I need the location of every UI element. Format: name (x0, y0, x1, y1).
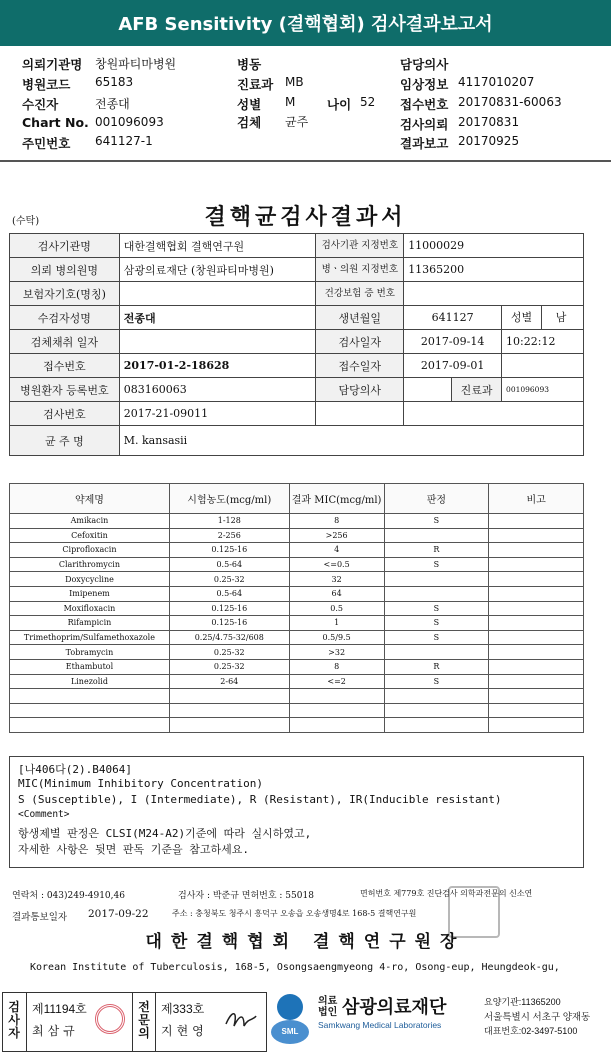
inst-value: 대한결핵협회 결핵연구원 (119, 234, 316, 258)
mic-result: >32 (289, 645, 384, 660)
specialist-divider (155, 992, 156, 1052)
org-name: 삼광의료재단 (342, 997, 447, 1017)
rrn-value: 641127-1 (95, 134, 153, 148)
rrn-label: 주민번호 (22, 136, 71, 151)
dob-value: 641127 (404, 306, 502, 330)
drug-row (10, 572, 584, 587)
note (489, 630, 584, 645)
req-hosp-label: 의뢰 병의원명 (10, 258, 120, 282)
drug-name: Amikacin (10, 514, 170, 529)
hospcode-label: 병원코드 (22, 77, 71, 92)
req-code-label: 병ㆍ의원 지정번호 (316, 258, 404, 282)
col-conc: 시험농도(mcg/ml) (169, 484, 289, 514)
drug-name: Linezolid (10, 674, 170, 689)
report-value: 20170925 (458, 134, 520, 148)
interpretation: S (384, 674, 489, 689)
notice-date: 2017-09-22 (88, 908, 149, 920)
specialist-name: 지현영 (161, 1024, 208, 1038)
dob-label: 생년월일 (316, 306, 404, 330)
col-note: 비고 (489, 484, 584, 514)
test-range: 0.125-16 (169, 616, 289, 631)
dept-value: MB (285, 75, 304, 89)
drug-name (10, 718, 170, 733)
drug-name: Trimethoprim/Sulfamethoxazole (10, 630, 170, 645)
mic-result: 0.5 (289, 601, 384, 616)
drug-row (10, 528, 584, 543)
drug-row (10, 645, 584, 660)
note (489, 514, 584, 529)
rec-no-value: 2017-01-2-18628 (119, 354, 316, 378)
mic-result (289, 689, 384, 704)
age-label: 나이 (327, 97, 352, 112)
col-mic: 결과 MIC(mcg/ml) (289, 484, 384, 514)
drug-table-body (10, 514, 584, 733)
hospital-label: 의뢰기관명 (22, 57, 83, 72)
rec-no-label: 접수번호 (10, 354, 120, 378)
test-no-extra (316, 402, 404, 426)
note (489, 572, 584, 587)
note (489, 645, 584, 660)
ins-num-value (404, 282, 584, 306)
note (489, 528, 584, 543)
interpretation: S (384, 616, 489, 631)
mic-result: 64 (289, 586, 384, 601)
report-suffix: (수탁) (12, 216, 40, 227)
drug-name: Moxifloxacin (10, 601, 170, 616)
interpretation: R (384, 659, 489, 674)
examiner-license-no: 제11194호 (32, 1002, 87, 1016)
reg-no-label: 병원환자 등록번호 (10, 378, 120, 402)
mic-result (289, 718, 384, 733)
sex-value-cell: 남 (555, 311, 567, 324)
phys-value (404, 378, 452, 402)
drug-name: Rifampicin (10, 616, 170, 631)
drug-name: Imipenem (10, 586, 170, 601)
mic-result: 0.5/9.5 (289, 630, 384, 645)
org-prefix: 의료법인 (318, 996, 338, 1018)
clinical-label: 임상정보 (400, 77, 449, 92)
dept-cell-label: 진료과 (452, 378, 502, 402)
specialist-vertical-label: 전문의 (138, 1000, 150, 1040)
examiner-seal-icon (95, 1004, 125, 1034)
interpretation (384, 572, 489, 587)
drug-row (10, 659, 584, 674)
sex-label-cell: 성별 (502, 306, 542, 329)
interpretation: S (384, 557, 489, 572)
inst-code-value: 11000029 (404, 234, 584, 258)
drug-row (10, 616, 584, 631)
note (489, 616, 584, 631)
mic-result: 8 (289, 659, 384, 674)
mic-result: <=2 (289, 674, 384, 689)
test-date-label: 검사일자 (316, 330, 404, 354)
name-value: 전종대 (119, 306, 316, 330)
req-code-value: 11365200 (404, 258, 584, 282)
interpretation (384, 645, 489, 660)
chart-label: Chart No. (22, 115, 89, 130)
rec-extra-value (502, 354, 584, 378)
test-no-value: 2017-21-09011 (119, 402, 316, 426)
test-range: 0.25-32 (169, 659, 289, 674)
hospcode-value: 65183 (95, 75, 134, 89)
interpretation (384, 586, 489, 601)
note (489, 689, 584, 704)
hospital-value: 창원파티마병원 (95, 57, 177, 71)
drug-name (10, 689, 170, 704)
mic-result: 32 (289, 572, 384, 587)
drug-name: Cefoxitin (10, 528, 170, 543)
note (489, 674, 584, 689)
org-address-line: 서울특별시 서초구 양재동 (484, 1012, 591, 1023)
patient-label: 수진자 (22, 97, 59, 112)
mic-result: 8 (289, 514, 384, 529)
comment-line4: 자세한 사항은 뒷면 판독 기준을 참고하세요. (18, 843, 250, 856)
comment-code: [나406다(2).B4064] (18, 763, 132, 776)
specialist-left-border (132, 992, 133, 1052)
mic-result: 1 (289, 616, 384, 631)
report-header (0, 0, 611, 46)
test-range (169, 718, 289, 733)
sml-logo-icon (271, 992, 311, 1048)
recno-label: 접수번호 (400, 97, 449, 112)
col-interp: 판정 (384, 484, 489, 514)
test-range: 2-64 (169, 674, 289, 689)
drug-name: Ethambutol (10, 659, 170, 674)
inst-code-label: 검사기관 지정번호 (316, 234, 404, 258)
comment-line3: 항생제별 판정은 CLSI(M24-A2)기준에 따라 실시하였고, (18, 827, 312, 840)
coll-date-label: 검체채취 일자 (10, 330, 120, 354)
examiner-text: 검사자 : 박준규 면허번호 : 55018 (178, 891, 314, 901)
req-hosp-value: 삼광의료재단 (창원파티마병원) (119, 258, 316, 282)
drug-row (10, 689, 584, 704)
test-range: 0.25-32 (169, 645, 289, 660)
report-label: 결과보고 (400, 136, 449, 151)
test-range: 0.5-64 (169, 586, 289, 601)
comment-box (9, 756, 584, 868)
ward-label: 병동 (237, 57, 262, 72)
reg-no-value: 083160063 (119, 378, 316, 402)
org-phone-line: 대표번호:02-3497-5100 (484, 1026, 578, 1036)
note (489, 557, 584, 572)
specimen-value: 균주 (285, 115, 309, 129)
test-range (169, 689, 289, 704)
institute-name: 대한결핵협회 결핵연구원장 (145, 932, 466, 952)
drug-row (10, 674, 584, 689)
col-drug: 약제명 (10, 484, 170, 514)
dept-cell-value: 001096093 (502, 378, 584, 402)
report-title: 결핵균검사결과서 (204, 204, 407, 230)
examiner-vertical-label: 검사자 (8, 1000, 20, 1040)
interpretation: S (384, 630, 489, 645)
interpretation: R (384, 543, 489, 558)
summary-block (0, 50, 611, 162)
examiner-name: 최삼규 (32, 1024, 79, 1038)
drug-name: Tobramycin (10, 645, 170, 660)
test-range: 0.25/4.75-32/608 (169, 630, 289, 645)
rec-date-label: 접수일자 (316, 354, 404, 378)
chart-value: 001096093 (95, 115, 164, 129)
signature-strip (0, 988, 611, 1055)
report-header-title: AFB Sensitivity (결핵협회) 검사결과보고서 (118, 14, 493, 35)
license-text: 면허번호 제779호 진단검사 의학과전문의 신소연 (360, 889, 533, 898)
test-date-value: 2017-09-14 (404, 330, 502, 354)
org-code-line: 요양기관:11365200 (484, 997, 561, 1007)
mic-result: <=0.5 (289, 557, 384, 572)
organism-label: 균 주 명 (10, 426, 120, 456)
test-range (169, 703, 289, 718)
sml-logo-text: SML (271, 1020, 309, 1044)
ins-num-label: 건강보험 증 번호 (316, 282, 404, 306)
test-no-extra2 (404, 402, 584, 426)
mic-result: 4 (289, 543, 384, 558)
test-range: 2-256 (169, 528, 289, 543)
recno-value: 20170831-60063 (458, 95, 562, 109)
coll-date-value (119, 330, 316, 354)
drug-name: Clarithromycin (10, 557, 170, 572)
organism-value: M. kansasii (119, 426, 583, 456)
interpretation: S (384, 601, 489, 616)
drug-row (10, 601, 584, 616)
dept-label: 진료과 (237, 77, 274, 92)
test-range: 0.5-64 (169, 557, 289, 572)
comment-line1: MIC(Minimum Inhibitory Concentration) (18, 777, 264, 790)
inst-label: 검사기관명 (10, 234, 120, 258)
specimen-label: 검체 (237, 115, 262, 130)
address-text: 주소 : 충청북도 청주시 흥덕구 오송읍 오송생명4로 168-5 결핵연구원 (172, 909, 417, 918)
contact-text: 연락처 : 043)249-4910,46 (12, 891, 125, 901)
interpretation: S (384, 514, 489, 529)
req-value: 20170831 (458, 115, 520, 129)
comment-line2: S (Susceptible), I (Intermediate), R (Resistant), IR(Inducible resistant) (18, 793, 502, 806)
drug-name: Doxycycline (10, 572, 170, 587)
clinical-value: 4117010207 (458, 75, 535, 89)
org-english-name: Samkwang Medical Laboratories (318, 1020, 442, 1030)
phys-label: 담당의사 (316, 378, 404, 402)
note (489, 703, 584, 718)
sex-label: 성별 (237, 97, 262, 112)
comment-label: <Comment> (18, 809, 70, 820)
drug-name: Ciprofloxacin (10, 543, 170, 558)
note (489, 543, 584, 558)
drug-row (10, 718, 584, 733)
examiner-divider (26, 992, 27, 1052)
test-range: 0.125-16 (169, 601, 289, 616)
drug-row (10, 703, 584, 718)
test-range: 0.125-16 (169, 543, 289, 558)
note (489, 586, 584, 601)
drug-name (10, 703, 170, 718)
patient-value: 전종대 (95, 97, 130, 111)
interpretation (384, 718, 489, 733)
scanned-report (0, 168, 611, 988)
test-range: 0.25-32 (169, 572, 289, 587)
insurer-label: 보험자기호(명칭) (10, 282, 120, 306)
drug-row (10, 514, 584, 529)
note (489, 659, 584, 674)
drug-row (10, 586, 584, 601)
name-label: 수검자성명 (10, 306, 120, 330)
test-no-label: 검사번호 (10, 402, 120, 426)
doctor-label: 담당의사 (400, 57, 449, 72)
sex-value: M (285, 95, 296, 109)
drug-susceptibility-table (9, 483, 584, 733)
insurer-value (119, 282, 316, 306)
specialist-license-no: 제333호 (161, 1002, 205, 1016)
note (489, 718, 584, 733)
interpretation (384, 528, 489, 543)
drug-row (10, 630, 584, 645)
interpretation (384, 703, 489, 718)
english-address: Korean Institute of Tuberculosis, 168-5, Osongsaengmyeong 4-ro, Osong-eup, Heungdeok-gu, (30, 962, 560, 973)
test-range: 1-128 (169, 514, 289, 529)
rec-date-value: 2017-09-01 (404, 354, 502, 378)
mic-result (289, 703, 384, 718)
notice-label: 결과통보일자 (12, 912, 68, 923)
req-label: 검사의뢰 (400, 117, 449, 132)
specialist-signature-icon (222, 1006, 260, 1032)
test-time-value: 10:22:12 (502, 330, 584, 354)
interpretation (384, 689, 489, 704)
patient-info-table (9, 233, 584, 456)
note (489, 601, 584, 616)
drug-row (10, 543, 584, 558)
mic-result: >256 (289, 528, 384, 543)
age-value: 52 (360, 95, 376, 109)
drug-row (10, 557, 584, 572)
